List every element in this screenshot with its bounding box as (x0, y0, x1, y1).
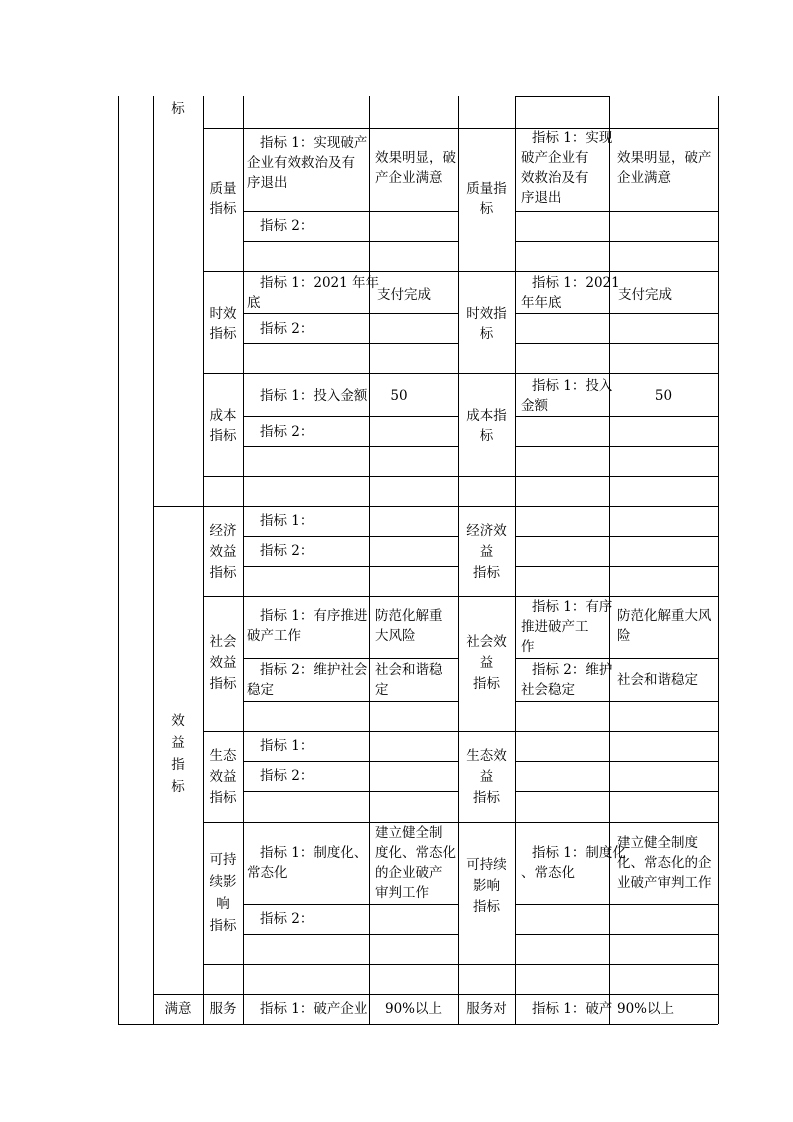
satisfaction-ind1-right: 指标 1：破产 (532, 1001, 613, 1017)
grid-line (515, 313, 718, 314)
grid-line (609, 96, 610, 1024)
cost-ind1-left: 指标 1：投入金额 (260, 388, 368, 404)
social-val2-left (375, 660, 443, 700)
grid-line (515, 701, 718, 702)
text-line: 审判工作 (375, 885, 429, 901)
economic-label-right (458, 521, 515, 584)
grid-line (203, 128, 718, 129)
label-line: 指标 (209, 428, 237, 444)
label-line: 标 (479, 428, 494, 444)
label-line: 益 (479, 544, 494, 560)
label-line: 指标 (209, 326, 237, 342)
text-line: 指标 1：2021 (532, 275, 620, 291)
satisfaction-label-left: 服务 (209, 1001, 237, 1017)
text-line: 指标 1：2021 年年 (260, 275, 380, 291)
text-line: 、常态化 (521, 865, 575, 881)
text-line: 社会和谐稳 (375, 662, 443, 678)
label-line: 指标 (209, 918, 237, 934)
label-line: 时效指 (466, 306, 507, 322)
social-ind1-left (247, 606, 367, 646)
text-line: 破产工作 (247, 628, 301, 644)
text-line: 业破产审判工作 (617, 875, 712, 891)
sustainable-val1-left (375, 823, 456, 903)
social-val1-right (617, 606, 712, 646)
label-line: 指标 (209, 790, 237, 806)
label-line: 可持续 (466, 857, 507, 873)
benefit-category-label (153, 710, 203, 798)
text-line: 社会稳定 (521, 682, 575, 698)
text-line: 年年底 (521, 295, 562, 311)
label-line: 影响 (473, 878, 500, 894)
timeliness-label-left (203, 304, 243, 344)
label-line: 益 (171, 735, 185, 751)
timeliness-ind1-right (521, 273, 620, 313)
quality-label-right (458, 179, 515, 219)
label-line: 社会效 (466, 634, 507, 650)
sustainable-label-left (203, 849, 243, 937)
cost-val1-right: 50 (654, 388, 673, 404)
grid-line (203, 271, 718, 272)
economic-ind2-left: 指标 2： (260, 543, 314, 559)
label-line: 效益 (209, 544, 237, 560)
social-ind1-right (521, 597, 612, 657)
text-line: 防范化解重大风 (617, 608, 712, 624)
cost-label-left (203, 406, 243, 446)
grid-line (243, 658, 458, 659)
grid-line (515, 211, 718, 212)
label-line: 经济效 (466, 523, 507, 539)
sustainable-ind1-right (521, 843, 626, 883)
social-ind2-left (247, 660, 367, 700)
text-line: 序退出 (521, 190, 562, 206)
text-line: 常态化 (247, 865, 288, 881)
cost-val1-left: 50 (390, 388, 408, 404)
grid-line (243, 343, 458, 344)
text-line: 险 (617, 628, 631, 644)
label-line: 经济 (209, 523, 237, 539)
text-line: 建立健全制 (375, 825, 443, 841)
grid-line (243, 566, 458, 567)
text-line: 度化、常态化 (375, 845, 456, 861)
quality-label-left (203, 179, 243, 219)
satisfaction-ind1-left: 指标 1：破产企业 (260, 1001, 368, 1017)
economic-ind1-left: 指标 1： (260, 513, 314, 529)
text-line: 金额 (521, 398, 548, 414)
sustainable-label-right (458, 855, 515, 918)
grid-line (515, 241, 718, 242)
text-line: 指标 1：制度化、 (260, 845, 368, 861)
timeliness-ind2-left: 指标 2： (260, 321, 314, 337)
quality-ind2-left: 指标 2： (260, 218, 314, 234)
timeliness-ind1-left (247, 273, 379, 313)
label-line: 标 (479, 326, 494, 342)
label-line: 指标 (209, 676, 237, 692)
label-line: 标 (479, 201, 494, 217)
social-label-left (203, 632, 243, 695)
text-line: 破产企业有 (521, 150, 589, 166)
social-label-right (458, 632, 515, 695)
grid-line (203, 476, 718, 477)
text-line: 指标 2：维护社会 (260, 662, 368, 678)
ecological-ind1-left: 指标 1： (260, 738, 314, 754)
cost-ind2-left: 指标 2： (260, 424, 314, 440)
grid-line (243, 313, 458, 314)
satisfaction-val1-left: 90%以上 (384, 1001, 442, 1017)
timeliness-val1-right: 支付完成 (618, 287, 672, 303)
grid-line (515, 658, 718, 659)
label-line: 指标 (209, 565, 237, 581)
grid-line (243, 791, 458, 792)
cost-label-right (458, 406, 515, 446)
text-line: 大风险 (375, 628, 416, 644)
text-line: 企业满意 (617, 170, 671, 186)
grid-line (369, 96, 370, 1024)
text-line: 防范化解重 (375, 608, 443, 624)
grid-line (243, 96, 244, 1024)
ecological-ind2-left: 指标 2： (260, 768, 314, 784)
text-line: 指标 1：有序 (532, 599, 613, 615)
grid-line (243, 211, 458, 212)
grid-line (203, 373, 718, 374)
grid-line (153, 96, 154, 1024)
grid-line (243, 446, 458, 447)
sustainable-val1-right (617, 833, 712, 893)
grid-line (515, 446, 718, 447)
text-line: 的企业破产 (375, 865, 443, 881)
text-line: 推进破产工 (521, 619, 589, 635)
grid-line (243, 241, 458, 242)
social-val1-left (375, 606, 443, 646)
grid-line (718, 96, 719, 1024)
text-line: 底 (247, 295, 261, 311)
text-line: 建立健全制度 (617, 835, 698, 851)
satisfaction-category-label: 满意 (164, 1001, 192, 1017)
label-line: 效 (171, 713, 185, 729)
label-line: 质量 (209, 181, 237, 197)
quality-ind1-right (521, 128, 612, 208)
label-line: 质量指 (466, 181, 507, 197)
grid-line (153, 506, 718, 507)
satisfaction-val1-right: 90%以上 (617, 1001, 675, 1017)
quality-val1-right (617, 148, 712, 188)
sustainable-ind2-left: 指标 2： (260, 911, 314, 927)
label-line: 效益 (209, 655, 237, 671)
text-line: 作 (521, 639, 535, 655)
grid-line (515, 536, 718, 537)
grid-line (118, 96, 119, 1024)
cost-ind1-right (521, 376, 612, 416)
text-line: 效救治及有 (521, 170, 589, 186)
label-line: 社会 (209, 634, 237, 650)
label-line: 续影 (209, 874, 237, 890)
grid-line (515, 934, 718, 935)
social-val2-right: 社会和谐稳定 (617, 672, 698, 688)
label-line: 益 (479, 769, 494, 785)
label-line: 指标 (473, 899, 500, 915)
grid-line (515, 416, 718, 417)
text-line: 产企业满意 (375, 170, 443, 186)
text-line: 企业有效救治及有 (247, 155, 355, 171)
grid-line (515, 791, 718, 792)
label-line: 响 (216, 896, 230, 912)
category-label-tail: 标 (171, 101, 185, 117)
grid-line (203, 822, 718, 823)
label-line: 指 (171, 757, 185, 773)
label-line: 生态 (209, 748, 237, 764)
ecological-label-right (458, 746, 515, 809)
label-line: 生态效 (466, 748, 507, 764)
grid-line (203, 964, 718, 965)
grid-line (515, 96, 516, 1024)
timeliness-label-right (458, 304, 515, 344)
grid-line (515, 761, 718, 762)
grid-line (243, 761, 458, 762)
grid-line (203, 96, 204, 128)
grid-line (203, 731, 718, 732)
grid-line (243, 416, 458, 417)
text-line: 指标 1：制度化 (532, 845, 626, 861)
label-line: 效益 (209, 769, 237, 785)
grid-line (243, 701, 458, 702)
economic-label-left (203, 521, 243, 584)
label-line: 指标 (209, 201, 237, 217)
label-line: 标 (171, 779, 185, 795)
label-line: 成本 (209, 408, 237, 424)
text-line: 指标 1：实现 (532, 130, 613, 146)
text-line: 指标 1：投入 (532, 378, 613, 394)
grid-line (243, 904, 458, 905)
label-line: 指标 (473, 565, 500, 581)
ecological-label-left (203, 746, 243, 809)
label-line: 指标 (473, 676, 500, 692)
timeliness-val1-left: 支付完成 (377, 287, 431, 303)
text-line: 效果明显，破产 (617, 150, 712, 166)
social-ind2-right (521, 660, 612, 700)
quality-val1-left (375, 148, 456, 188)
text-line: 稳定 (247, 682, 274, 698)
grid-line (515, 566, 718, 567)
text-line: 效果明显，破 (375, 150, 456, 166)
label-line: 可持 (209, 852, 237, 868)
grid-line (243, 536, 458, 537)
grid-line (153, 994, 718, 995)
sustainable-ind1-left (247, 843, 367, 883)
quality-ind1-left (247, 133, 367, 193)
text-line: 序退出 (247, 175, 288, 191)
grid-line (515, 96, 609, 97)
grid-line (515, 904, 718, 905)
label-line: 指标 (473, 790, 500, 806)
grid-line (243, 934, 458, 935)
label-line: 益 (479, 655, 494, 671)
grid-line (118, 1024, 718, 1025)
text-line: 化、常态化的企 (617, 855, 712, 871)
grid-line (203, 596, 718, 597)
label-line: 成本指 (466, 408, 507, 424)
grid-line (515, 343, 718, 344)
text-line: 指标 1：有序推进 (260, 608, 368, 624)
satisfaction-label-right: 服务对 (466, 1001, 507, 1017)
text-line: 指标 2：维护 (532, 662, 613, 678)
text-line: 指标 1：实现破产 (260, 135, 368, 151)
label-line: 时效 (209, 306, 237, 322)
text-line: 定 (375, 682, 389, 698)
